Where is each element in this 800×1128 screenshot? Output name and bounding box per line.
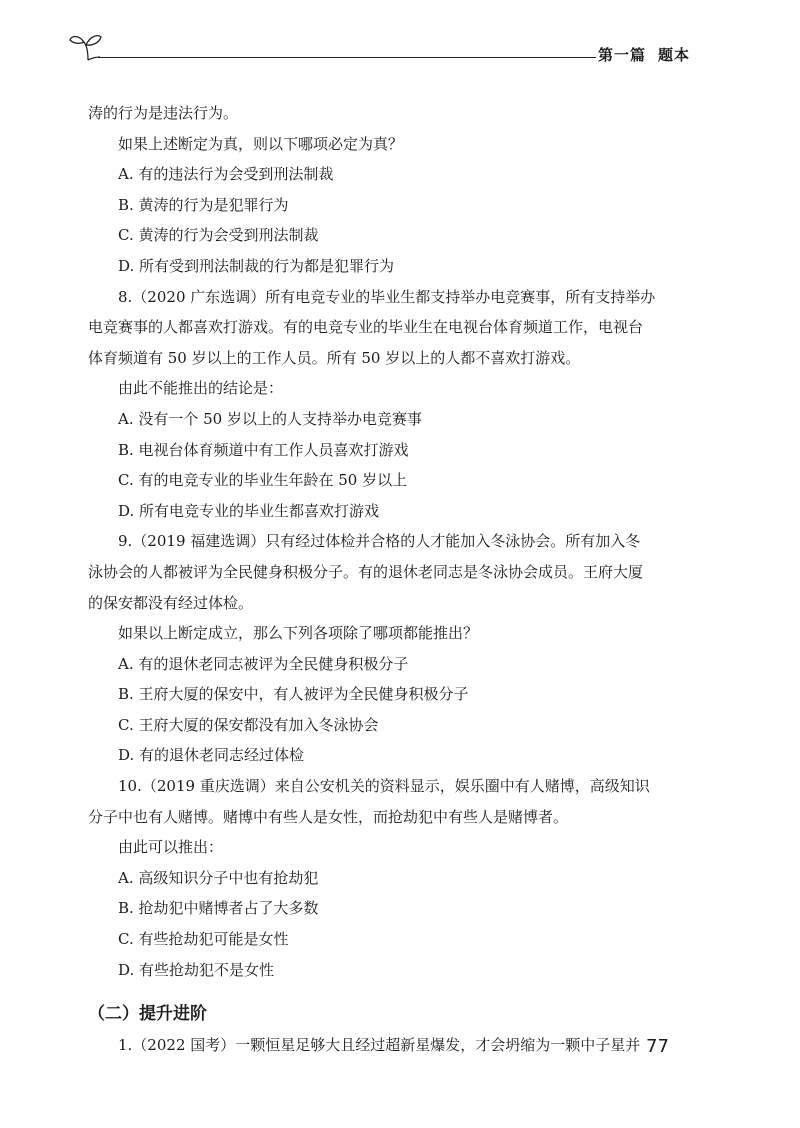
question-stem: 9.（2019 福建选调）只有经过体检并合格的人才能加入冬泳协会。所有加入冬 [118, 532, 641, 551]
answer-option: A. 有的退休老同志被评为全民健身积极分子 [118, 654, 409, 673]
answer-option: D. 有些抢劫犯不是女性 [118, 960, 275, 979]
answer-option: B. 电视台体育频道中有工作人员喜欢打游戏 [118, 440, 409, 459]
answer-option: A. 没有一个 50 岁以上的人支持举办电竞赛事 [118, 409, 422, 428]
header-rule [98, 57, 596, 58]
question-stem: 1.（2022 国考）一颗恒星足够大且经过超新星爆发，才会坍缩为一颗中子星并 [118, 1035, 641, 1054]
answer-option: A. 高级知识分子中也有抢劫犯 [118, 868, 319, 887]
answer-option: B. 黄涛的行为是犯罪行为 [118, 195, 289, 214]
page-header [68, 30, 690, 70]
answer-option: D. 所有电竞专业的毕业生都喜欢打游戏 [118, 501, 380, 520]
text-line: 泳协会的人都被评为全民健身积极分子。有的退休老同志是冬泳协会成员。王府大厦 [88, 562, 644, 581]
header-part: 第一篇 [597, 46, 646, 64]
question-prompt: 如果以上断定成立，那么下列各项除了哪项都能推出？ [118, 624, 479, 643]
answer-option: D. 所有受到刑法制裁的行为都是犯罪行为 [118, 256, 395, 275]
sprout-icon [68, 30, 112, 64]
answer-option: C. 黄涛的行为会受到刑法制裁 [118, 226, 319, 245]
text-line: 体育频道有 50 岁以上的工作人员。所有 50 岁以上的人都不喜欢打游戏。 [88, 348, 581, 367]
question-stem: 8.（2020 广东选调）所有电竞专业的毕业生都支持举办电竞赛事，所有支持举办 [118, 287, 656, 306]
question-prompt: 由此可以推出： [118, 838, 224, 857]
answer-option: C. 有的电竞专业的毕业生年龄在 50 岁以上 [118, 471, 408, 490]
header-title [598, 44, 690, 65]
answer-option: B. 王府大厦的保安中，有人被评为全民健身积极分子 [118, 685, 469, 704]
section-heading: （二）提升进阶 [88, 1004, 207, 1025]
text-line: 的保安都没有经过体检。 [88, 593, 254, 612]
page-number: 77 [646, 1036, 669, 1057]
text-line: 分子中也有人赌博。赌博中有些人是女性，而抢劫犯中有些人是赌博者。 [88, 807, 569, 826]
answer-option: C. 王府大厦的保安都没有加入冬泳协会 [118, 715, 379, 734]
text-line: 电竞赛事的人都喜欢打游戏。有的电竞专业的毕业生在电视台体育频道工作，电视台 [88, 318, 644, 337]
text-line: 涛的行为是违法行为。 [88, 104, 239, 122]
header-subtitle: 题本 [657, 46, 690, 64]
question-stem: 10.（2019 重庆选调）来自公安机关的资料显示，娱乐圈中有人赌博，高级知识 [118, 777, 650, 796]
question-prompt: 如果上述断定为真，则以下哪项必定为真？ [118, 134, 404, 153]
answer-option: D. 有的退休老同志经过体检 [118, 746, 305, 765]
answer-option: C. 有些抢劫犯可能是女性 [118, 930, 289, 949]
question-prompt: 由此不能推出的结论是： [118, 379, 284, 398]
answer-option: A. 有的违法行为会受到刑法制裁 [118, 165, 334, 184]
body-text [88, 98, 688, 1060]
answer-option: B. 抢劫犯中赌博者占了大多数 [118, 899, 319, 918]
